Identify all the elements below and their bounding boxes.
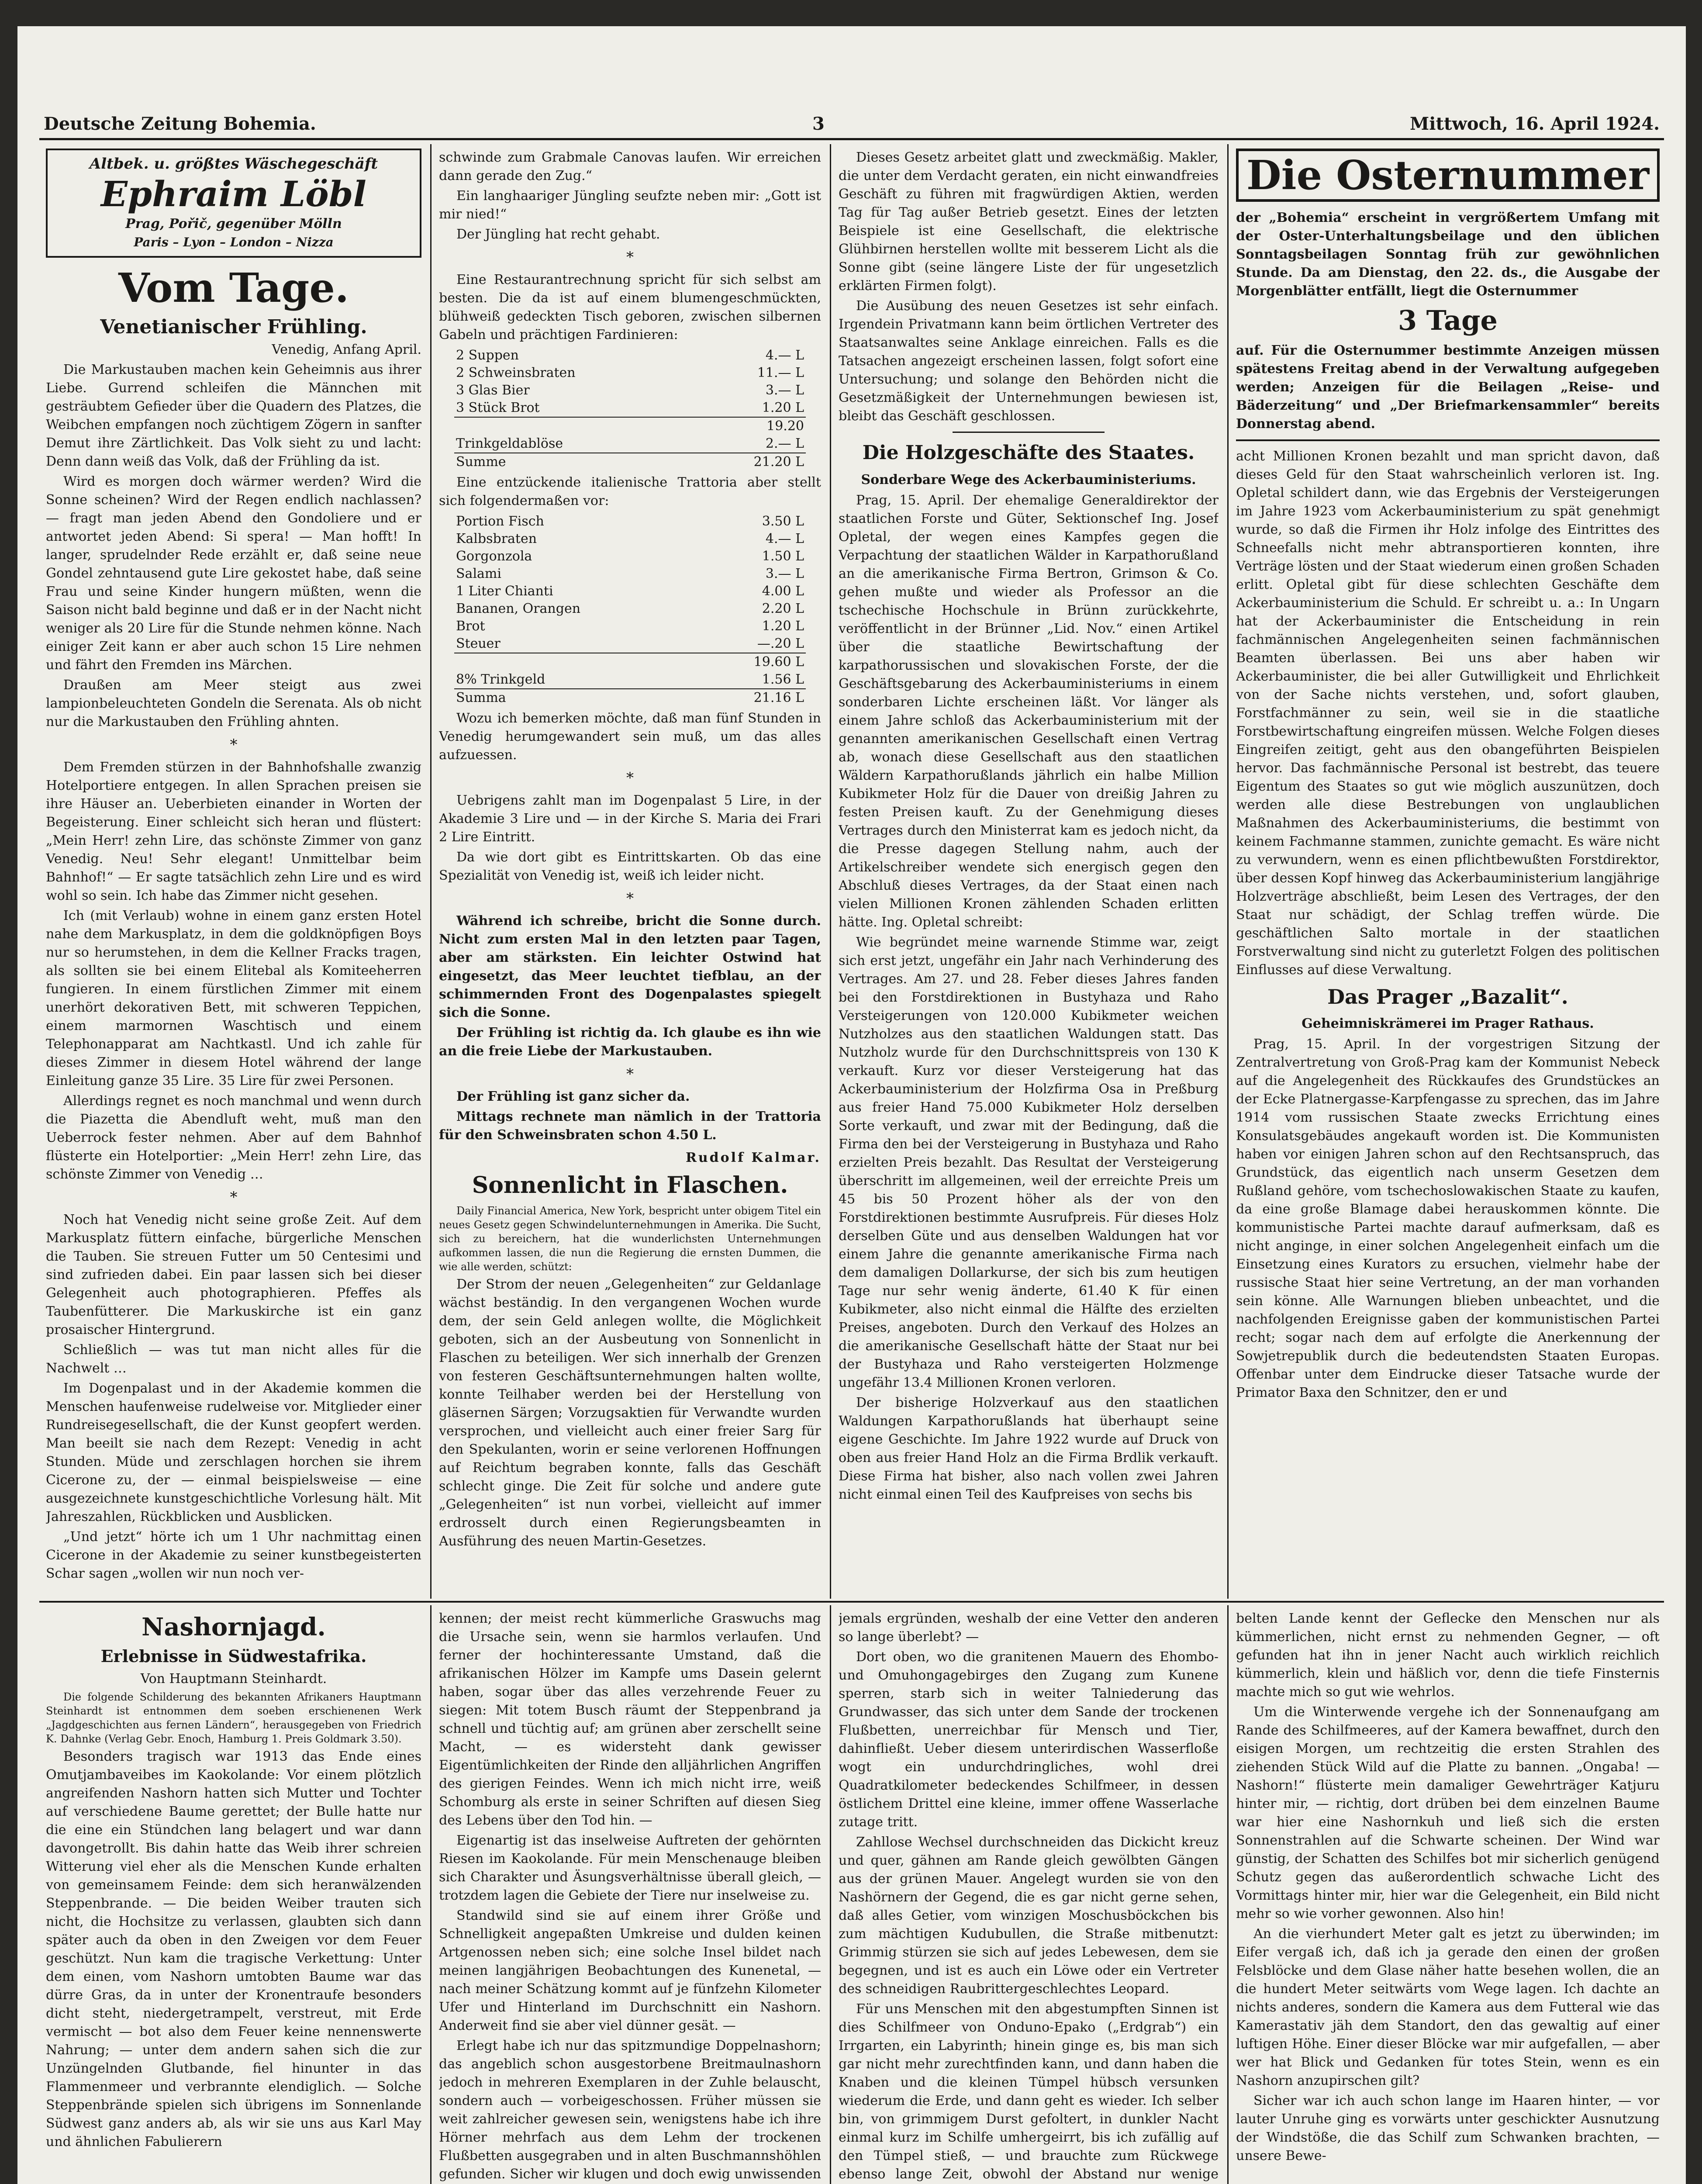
three-days-heading: 3 Tage	[1398, 304, 1498, 336]
bill-item: Gorgonzola	[456, 549, 532, 564]
article-title-bazalit: Das Prager „Bazalit“.	[1327, 985, 1568, 1009]
column-rule	[1227, 144, 1229, 1599]
column-rule	[830, 1605, 831, 2184]
paragraph: belten Lande kennt der Geflecke den Menschen nur als kümmerlichen, nicht ernst zu nehmenden Gegner, — oft gefunden hat ihn in jener Nacht auch wirklich reichlich kümmerlich, klein und häßlich vor, denn die tiefe Finsternis machte mich so gut wie wehrlos.	[1236, 1611, 1660, 1700]
bill-row	[454, 347, 806, 364]
paragraph: An die vierhundert Meter galt es jetzt zu überwinden; im Eifer vergaß ich, daß ich ja gerade den einen der großen Felsblöcke und dem Glase näher hatte besehen wollen, die an die hundert Meter seitwärts vom Wege lagen. Ich dachte an nichts anderes, sondern die Kamera aus dem Futteral wie das Kamerastativ jäh dem Standort, den das gewaltig auf einer luftigen Höhe. Einer dieser Blöcke war mir aufgefallen, — aber wer hat Blick und Gedanken für totes Stein, wenn es ein Nashorn anzupirschen gilt?	[1236, 1926, 1660, 2088]
bill-row	[454, 653, 806, 671]
paragraph: schwinde zum Grabmale Canovas laufen. Wir erreichen dann gerade den Zug.“	[439, 150, 821, 183]
author-signature: Rudolf Kalmar.	[685, 1150, 821, 1165]
separator-star: *	[626, 890, 634, 907]
bill-item: Brot	[456, 619, 485, 634]
bill-row	[454, 618, 806, 635]
paragraph: „Und jetzt“ hörte ich um 1 Uhr nachmittag einen Cicerone in der Akademie zu seiner kunstbegeisterten Schar sagen „wollen wir nun noch ver-	[46, 1529, 421, 1581]
bill-price: —.20 L	[757, 636, 804, 651]
bill-price: 19.20	[699, 417, 806, 435]
paragraph: acht Millionen Kronen bezahlt und man spricht davon, daß dieses Geld für den Staat wahrscheinlich verloren ist. Ing. Opletal schildert dann, wie das Ergebnis der Versteigerungen im Jahre 1923 vom Ackerbauministerium zu spät genehmigt wurde, so daß die Firmen ihr Holz infolge des Eintrittes des Schneefalls nicht mehr abtransportieren konnten, ihre Verträge lösten und der Staat wiederum einen großen Schaden erlitt. Opletal gibt für diese schlechten Geschäfte dem Ackerbauministerium die Schuld. Er schreibt u. a.: In Ungarn hat der Ackerbauminister die Entscheidung in rein fachmännischen Angelegenheiten seinen fachmännischen Beamten überlassen. Bei uns aber haben wir Ackerbauminister, die bei aller Gutwilligkeit und Ehrlichkeit von der Sache nichts verstehen, und, sofort glauben, Forstfachmänner zu sein, weil sie in die staatliche Forstbewirtschaftung eingreifen müssen. Welche Folgen dieses Eingreifen zeitigt, geht aus den obangeführten Beispielen hervor. Das fachmännische Personal ist bestrebt, das teuere Eigentum des Staates so gut wie möglich auszunützen, doch werden alle diese Bestrebungen von unglaublichen Maßnahmen des Ackerbauministeriums, die bestimmt von keinem Fachmanne stammen, zunichte gemacht. Es wäre nicht zu verwundern, wenn es einen pflichtbewußten Forstdirektor, über dessen Kopf hinweg das Ackerbauministerium langjährige Holzverträge abschließt, beim Lesen des Vertrages, der den Staat nur schädigt, der Schlag treffen würde. Die geschäftlichen Salto mortale in der staatlichen Forstverwaltung sind nicht zu guterletzt Folgen des politischen Einflusses auf diese Verwaltung.	[1236, 449, 1660, 978]
bill-row	[454, 689, 806, 707]
paragraph: Der Jüngling hat recht gehabt.	[456, 227, 660, 242]
bill-item: 3 Glas Bier	[456, 383, 530, 398]
header-left: Deutsche Zeitung Bohemia.	[44, 114, 316, 134]
bill-item: Summa	[454, 689, 702, 707]
paragraph: Uebrigens zahlt man im Dogenpalast 5 Lire, in der Akademie 3 Lire und — in der Kirche S. Maria dei Frari 2 Lire Eintritt.	[439, 793, 821, 845]
separator-star: *	[230, 1189, 238, 1206]
article-intro: Daily Financial America, New York, bespricht unter obigem Titel ein neues Gesetz gegen Schwindelunternehmungen in Amerika. Die Sucht, sich zu bereichern, hat die wunderlichsten Unternehmungen aufkommen lassen, die nun die Regierung die ernsten Dummen, die wie alle werden, schützt:	[439, 1205, 821, 1273]
bill-price: 3.— L	[765, 383, 804, 398]
bill-price: 2.20 L	[762, 601, 804, 616]
restaurant-bill-1	[454, 347, 806, 471]
bill-row	[454, 600, 806, 618]
bill-price: 2.— L	[765, 436, 804, 451]
ad-line-4: Paris – Lyon – London – Nizza	[134, 235, 334, 249]
bill-row	[454, 453, 806, 471]
bill-price: 11.— L	[757, 365, 804, 380]
paragraph: Zahllose Wechsel durchschneiden das Dickicht kreuz und quer, gähnen am Rande gleich gewölbten Gängen aus der grünen Mauer. Angelegt wurden sie von den Nashörnern der Gegend, die es gar nicht gerne sehen, daß alles Getier, vom winzigen Moschusböckchen bis zum mächtigen Kudubullen, die Straße mitbenutzt: Grimmig stürzen sie sich auf jedes Lebewesen, dem sie begegnen, und ist es auch ein Löwe oder ein Vertreter des schneidigen Raubrittergeschlechtes Leopard.	[839, 1835, 1219, 1997]
article-subtitle: Venetianischer Frühling.	[100, 316, 367, 338]
bill-row	[454, 364, 806, 382]
paragraph: Sicher war ich auch schon lange im Haaren hinter, — vor lauter Unruhe ging es vorwärts unter geschickter Ausnutzung der Windstöße, die das Schilf zum Schwanken brachten, — unsere Bewe-	[1236, 2093, 1660, 2163]
bill-item: Portion Fisch	[456, 514, 544, 529]
bill-price: 3.50 L	[762, 514, 804, 529]
paragraph: Erlegt habe ich nur das spitzmundige Doppelnashorn; das angeblich schon ausgestorbene Breitmaulnashorn jedoch in mehreren Exemplaren in der Zuhle belauscht, sondern auch — vorbeigeschossen. Früher müssen sie weit zahlreicher gewesen sein, wenigstens habe ich ihre Hörner mehrfach aus dem Lehm der trockenen Flußbetten ausgegraben und in alten Buschmannshöhlen gefunden. Sicher wir klugen und doch ewig unwissenden	[439, 2038, 821, 2182]
bill-price: 1.50 L	[762, 549, 804, 564]
paragraph: Die Markustauben machen kein Geheimnis aus ihrer Liebe. Gurrend schleifen die Männchen mit gesträubtem Gefieder über die Quadern des Platzes, die Weibchen empfangen noch züchtigem Zögern in sanfter Demut ihre Zärtlichkeit. Das Volk sieht zu und lacht: Denn dann weiß das Volk, daß der Frühling da ist.	[46, 362, 421, 469]
paragraph: Im Dogenpalast und in der Akademie kommen die Menschen haufenweise rudelweise vor. Mitglieder einer Rundreisegesellschaft, die der Kunst geopfert werden. Man beeilt sie nach dem Rezept: Venedig in acht Stunden. Müde und zerschlagen horchen sie ihrem Cicerone zu, der — einmal beispielsweise — eine ausgezeichnete kunstgeschichtliche Vorlesung hält. Mit Jahreszahlen, Rückblicken und Ausblicken.	[46, 1381, 421, 1524]
osternummer-banner: Die Osternummer	[1236, 149, 1660, 202]
paragraph: Prag, 15. April. Der ehemalige Generaldirektor der staatlichen Forste und Güter, Sektionschef Ing. Josef Opletal, der wegen eines Kampfes gegen die Verpachtung der staatlichen Wälder in Karpathorußland an die amerikanische Firma Bertron, Grimson & Co. gehen mußte und wieder als Professor an die tschechische Hochschule in Brünn zurückkehrte, veröffentlicht in der Brünner „Lid. Nov.“ einen Artikel über die staatliche Bewirtschaftung der karpathorussischen und slovakischen Forste, der die Geschäftsgebarung des Ackerbauministeriums in einem sonderbaren Lichte erscheinen läßt. Vor länger als einem Jahre schloß das Ackerbauministerium mit der genannten amerikanischen Gesellschaft einen Vertrag ab, wonach diese Gesellschaft aus den staatlichen Wäldern Karpathorußlands jährlich ein halbe Million Kubikmeter Holz für die Dauer von dreißig Jahren zu festen Preisen kauft. Zu der Genehmigung dieses Vertrages durch den Ministerrat kam es jedoch nicht, da die Presse dagegen Stellung nahm, auch der Artikelschreiber wendete sich energisch gegen den Abschluß dieses Vertrages, da der Staat einen nach vielen Millionen Kronen zählenden Schaden erlitten hätte. Ing. Opletal schreibt:	[839, 493, 1219, 930]
paragraph: Der Frühling ist richtig da. Ich glaube es ihn wie an die freie Liebe der Markustauben.	[439, 1025, 821, 1059]
bill-row	[454, 513, 806, 530]
separator-star: *	[230, 736, 238, 753]
paragraph: Prag, 15. April. In der vorgestrigen Sitzung der Zentralvertretung von Groß-Prag kam der Kommunist Nebeck auf die Angelegenheit des Rückkaufes des Grundstückes an der Ecke Platnergasse-Karpfengasse zu sprechen, das im Jahre 1914 vom russischen Staate zwecks Errichtung eines Konsulatsgebäudes angekauft worden ist. Die Kommunisten haben vor einigen Jahren schon auf den Rechtsanspruch, das Grundstück, das eigentlich nach unserm Gesetzen dem Rußland gehöre, vom tschechoslowakischen Staate zu kaufen, da eine große Blamage dabei herauskommen könnte. Die kommunistische Partei machte darauf aufmerksam, daß es nicht anginge, in einer solchen Angelegenheit einfach um die Einsetzung eines Kurators zu ersuchen, vielmehr habe der russische Staat hier seine Vertretung, an der man vorhanden sein könne. Alle Warnungen blieben unbeachtet, und die nachfolgenden Ereignisse gaben der kommunistischen Partei recht; sogar nach dem auf erfolgte die Anerkennung der Sowjetrepublik durch die bedeutendsten Staaten Europas. Offenbar unter dem Eindrucke dieser Tatsache wurde der Primator Baxa den Schnitzer, den er und	[1236, 1037, 1660, 1400]
nashorn-column-4	[1236, 1610, 1660, 2184]
bill-row	[454, 382, 806, 399]
column-2	[439, 149, 821, 1599]
paragraph: Für uns Menschen mit den abgestumpften Sinnen ist dies Schilfmeer von Onduno-Epako („Erdgrab“) ein Irrgarten, ein Labyrinth; hinein ginge es, bis man sich gar nicht mehr zurechtfinden kann, und dann haben die Knaben und die kleinen Tümpel hübsch versunken wiederum die Erde, und dann geht es wieder. Ich selber bin, von grimmigem Durst gefoltert, in dunkler Nacht einmal kurz im Schilfe umhergeirrt, bis ich zufällig auf den Tümpel stieß, — und brauchte zum Rückwege ebenso lange Zeit, obwohl der Abstand nur wenige	[839, 2001, 1219, 2182]
article-title-nashornjagd: Nashornjagd.	[142, 1613, 326, 1641]
ad-line-3: Prag, Pořič, gegenüber Mölln	[125, 216, 342, 232]
bill-row	[454, 635, 806, 653]
ad-line-1: Altbek. u. größtes Wäschegeschäft	[89, 155, 378, 173]
separator-star: *	[626, 249, 634, 266]
bill-price: 19.60 L	[702, 653, 806, 671]
paragraph: Ein langhaariger Jüngling seufzte neben mir: „Gott ist mir nied!“	[439, 188, 821, 222]
divider	[1236, 439, 1660, 441]
section-rule	[39, 1601, 1664, 1603]
bill-item: Summe	[454, 453, 699, 471]
paragraph: Eigenartig ist das inselweise Auftreten der gehörnten Riesen im Kaokolande. Für mein Menschenauge bleiben sich Charakter und Äsungsverhältnisse überall gleich, — trotzdem lagen die Gebiete der Tiere nur inselweise zu.	[439, 1833, 821, 1903]
paragraph: Allerdings regnet es noch manchmal und wenn durch die Piazetta die Abendluft weht, muß man den Ueberrock fester nehmen. Aber auf dem Bahnhof flüsterte ein Hotelportier: „Mein Herr! zehn Lire, das schönste Zimmer von Venedig …	[46, 1093, 421, 1182]
bill-item	[454, 653, 702, 671]
article-subtitle: Sonderbare Wege des Ackerbauministeriums.	[861, 472, 1196, 487]
bill-price: 1.56 L	[762, 672, 804, 687]
paragraph: Mittags rechnete man nämlich in der Trattoria für den Schweinsbraten schon 4.50 L.	[439, 1109, 821, 1143]
bill-item: Kalbsbraten	[456, 531, 537, 546]
restaurant-bill-2	[454, 513, 806, 707]
bill-price: 4.— L	[765, 531, 804, 546]
bill-row	[454, 399, 806, 417]
nashorn-column-3	[839, 1610, 1219, 2184]
article-title-holzgeschaefte: Die Holzgeschäfte des Staates.	[862, 442, 1195, 464]
paragraph: Die Ausübung des neuen Gesetzes ist sehr einfach. Irgendein Privatmann kann beim örtlichen Vertreter des Staatsanwaltes seine Anklage einreichen. Falls es die Tatsachen angezeigt erscheinen lassen, folgt sofort eine Untersuchung; und solange den Behörden nicht die Gesetzmäßigkeit der Unternehmungen bewiesen ist, bleibt das Geschäft geschlossen.	[839, 298, 1219, 424]
paragraph: Wird es morgen doch wärmer werden? Wird die Sonne scheinen? Wird der Regen endlich nachlassen? — fragt man jeden Abend den Gondoliere und er antwortet jeden Abend: Si spera! — Man hofft! In langer, sprudelnder Rede erzählt er, daß seine neue Gondel zehntausend gute Lire gekostet habe, daß seine Frau und seine Kinder hungern müßten, wenn die Saison nicht bald beginne und daß er in der Nacht nicht weniger als 20 Lire für die Stunde nehmen könne. Nach einiger Zeit kann er aber auch schon 15 Lire nehmen und fährt den Fremden ins Märchen.	[46, 474, 421, 673]
paragraph: Dort oben, wo die granitenen Mauern des Ehombo- und Omuhongagebirges den Zugang zum Kunene sperren, starb sich in weiter Talniederung das Grundwasser, das sich unter dem Sande der trockenen Flußbetten, unerreichbar für Mensch und Tier, dahinfließt. Ueber diesem unterirdischen Wasserfloße wogt ein undurchdringliches, wohl drei Quadratkilometer bedeckendes Schilfmeer, in dessen östlichem Drittel eine kleine, immer offene Wasserlache zutage tritt.	[839, 1649, 1219, 1830]
article-subtitle: Geheimniskrämerei im Prager Rathaus.	[1302, 1016, 1594, 1031]
advertisement-ephraim-loebl	[46, 149, 421, 258]
page-number: 3	[812, 114, 825, 134]
bill-row	[454, 417, 806, 435]
header-right: Mittwoch, 16. April 1924.	[1410, 114, 1660, 134]
column-rule	[430, 144, 432, 1599]
paragraph: Standwild sind sie auf einem ihrer Größe und Schnelligkeit angepaßten Umkreise und dulden keinen Artgenossen neben sich; eine solche Insel bildet nach meinen langjährigen Beobachtungen des Kunenetal, — nach meiner Schätzung kommt auf je fünfzehn Kilometer Ufer und Hinterland im Durchschnitt ein Nashorn. Anderweit find sie aber viel dünner gesät. —	[439, 1908, 821, 2033]
bill-price: 1.20 L	[762, 400, 804, 415]
bill-row	[454, 530, 806, 548]
column-rule	[830, 144, 831, 1599]
separator-star: *	[626, 1065, 634, 1083]
header-rule	[39, 138, 1664, 140]
paragraph: Besonders tragisch war 1913 das Ende eines Omutjambaveibes im Kaokolande: Vor einem plötzlich angreifenden Nashorn hatten sich Mutter und Tochter auf verschiedene Baume gerettet; der Bulle hatte nur die eine ein Stündchen lang belagert und war dann davongetrollt. Bis dahin hatte das Weib ihrer schreien Witterung viel eher als die Menschen Kunde erhalten von gemeinsamem Feinde: dem sich heranwälzenden Steppenbrande. — Die beiden Weiber trauten sich nicht, die Hochsitze zu verlassen, glaubten sich dann später auch da oben in den Zweigen vor dem Feuer geschützt. Nun kam die tragische Verkettung: Unter dem einen, vom Nashorn umtobten Baume war das dürre Gras, da in unter der Kronentraufe besonders dicht steht, niedergetrampelt, verstreut, mit Erde vermischt — bot also dem Feuer keine nennenswerte Nahrung; — unter dem andern sahen sich die zur Unzüngelnden Glutbande, fiel hinunter in das Flammenmeer und verbrannte elendiglich. — Solche Steppenbrände spielen sich übrigens im Sonnenlande Südwest ganz anders ab, als wir sie uns aus Karl May und ähnlichen Fabulierern	[46, 1749, 421, 2149]
column-rule	[1227, 1605, 1229, 2184]
bill-row	[454, 565, 806, 583]
bill-price: 21.20 L	[699, 453, 806, 471]
bill-item	[454, 417, 699, 435]
paragraph: Der Frühling ist ganz sicher da.	[456, 1089, 690, 1104]
paragraph: Schließlich — was tut man nicht alles für die Nachwelt …	[46, 1342, 421, 1376]
article-subtitle: Erlebnisse in Südwestafrika.	[100, 1646, 367, 1666]
paragraph: Noch hat Venedig nicht seine große Zeit. Auf dem Markusplatz füttern einfache, bürgerliche Menschen die Tauben. Sie streuen Futter um 50 Centesimi und sind zufrieden dabei. Ein paar lassen sich bei dieser Gelegenheit auch photographieren. Pfeffes als Taubenfütterer. Die Markuskirche ist ein ganz prosaischer Hintergrund.	[46, 1212, 421, 1337]
bill-row	[454, 548, 806, 565]
bill-item: 1 Liter Chianti	[456, 584, 553, 599]
bill-item: Steuer	[456, 636, 501, 651]
column-rule	[430, 1605, 432, 2184]
bill-row	[454, 583, 806, 600]
bill-item: 3 Stück Brot	[456, 400, 540, 415]
paragraph: Dem Fremden stürzen in der Bahnhofshalle zwanzig Hotelportiere entgegen. In allen Sprachen preisen sie ihre Häuser an. Ueberbieten einander in Worten der Begeisterung. Einer schleicht sich heran und flüstert: „Mein Herr! zehn Lire, das schönste Zimmer von ganz Venedig. Neu! Sehr elegant! Unmittelbar beim Bahnhof!“ — Er sagte tatsächlich zehn Lire und es wird wohl so sein. Ich habe das Zimmer nicht gesehen.	[46, 760, 421, 903]
bill-row	[454, 435, 806, 453]
paragraph: Der bisherige Holzverkauf aus den staatlichen Waldungen Karpathorußlands hat überhaupt seine eigene Geschichte. Im Jahre 1922 wurde auf Druck von oben aus freier Hand Holz an die Firma Brdlik verkauft. Diese Firma hat bisher, also nach vollen zwei Jahren nicht einmal einen Teil des Kaufpreises von sechs bis	[839, 1395, 1219, 1502]
separator-star: *	[626, 769, 634, 787]
article-intro: Die folgende Schilderung des bekannten Afrikaners Hauptmann Steinhardt ist entnommen dem soeben erschienenen Werk „Jagdgeschichten aus fernen Ländern“, herausgegeben von Friedrich K. Dahnke (Verlag Gebr. Enoch, Hamburg 1. Preis Goldmark 3.50).	[46, 1691, 421, 1745]
paragraph: Draußen am Meer steigt aus zwei lampionbeleuchteten Gondeln die Serenata. Als ob nicht nur die Markustauben den Frühling ahnten.	[46, 677, 421, 729]
paragraph: Während ich schreibe, bricht die Sonne durch. Nicht zum ersten Mal in den letzten paar Tagen, aber am stärksten. Ein leichter Ostwind hat eingesetzt, das Meer leuchtet tiefblau, an der schimmernden Front des Dogenpalastes spiegelt sich die Sonne.	[439, 913, 821, 1020]
column-1	[46, 149, 421, 1599]
paragraph: Um die Winterwende vergehe ich der Sonnenaufgang am Rande des Schilfmeeres, auf der Kamera bewaffnet, durch den eisigen Morgen, um rechtzeitig die ersten Strahlen des ziehenden Stück Wild auf die Platte zu bannen. „Ongaba! — Nashorn!“ flüsterte mein damaliger Gewehrträger Katjuru hinter mir, — richtig, dort drüben bei dem einzelnen Baume war hier eine Nashornkuh und ließ sich die ersten Sonnenstrahlen auf die Schwarte scheinen. Der Wind war günstig, der Schatten des Schilfes bot mir sicherlich genügend Schutz gegen das außerordentlich schwache Licht des Vormittags hinter mir, hier war die Gelegenheit, ein Bild nicht mehr so wie vorher gewonnen. Also hin!	[1236, 1704, 1660, 1921]
paragraph: kennen; der meist recht kümmerliche Graswuchs mag die Ursache sein, wenn sie harmlos verlaufen. Und ferner der hochinteressante Umstand, daß die afrikanischen Hölzer im Kampfe ums Dasein gelernt haben, sogar über das alles verzehrende Feuer zu siegen: Mit totem Busch räumt der Steppenbrand ja schnell und tüchtig auf; am grünen aber zerschellt seine Macht, — es widersteht dank gewisser Eigentümlichkeiten der Rinde den alljährlichen Angriffen des gierigen Feindes. Wenn ich mich nicht irre, weiß Schomburg als erste in seiner Schriften auf diesen Sieg des Lebens über den Tod hin. —	[439, 1611, 821, 1828]
column-4	[1236, 149, 1660, 1599]
nashorn-column-2	[439, 1610, 821, 2184]
paragraph: Der Strom der neuen „Gelegenheiten“ zur Geldanlage wächst beständig. In den vergangenen Wochen wurde dem, der sein Geld anlegen wollte, die Möglichkeit geboten, sich an der Ausbeutung von Sonnenlicht in Flaschen zu beteiligen. Wer sich innerhalb der Grenzen von festeren Geschäftsunternehmungen halten wollte, konnte Teilhaber werden bei der Herstellung von gläsernen Särgen; Vorzugsaktien für Verwandte wurden versprochen, und vielleicht auch einer freier Sarg für den Spekulanten, worin er seine verlorenen Hoffnungen auf Reichtum begraben konnte, falls das Geschäft schlecht ginge. Die Zeit für solche und andere gute „Gelegenheiten“ ist nun vorbei, vielleicht auf immer erdrosselt durch einen Regierungsbeamten in Ausführung des neuen Martin-Gesetzes.	[439, 1277, 821, 1549]
paragraph: jemals ergründen, weshalb der eine Vetter den anderen so lange überlebt? —	[839, 1611, 1219, 1645]
bill-item: 2 Schweinsbraten	[456, 365, 576, 380]
paragraph: Wie begründet meine warnende Stimme war, zeigt sich erst jetzt, ungefähr ein Jahr nach Verhinderung des Vertrages. Am 27. und 28. Feber dieses Jahres fanden bei den Forstdirektionen in Bustyhaza und Raho Versteigerungen von 120.000 Kubikmeter weichen Nutzholzes aus den staatlichen Waldungen statt. Das Nutzholz wurde für den Durchschnittspreis von 130 K verkauft. Kurz vor dieser Versteigerung hat das Ackerbauministerium der Holzfirma Osa in Preßburg aus freier Hand 75.000 Kubikmeter Holz derselben Sorte verkauft, und zwar mit der Bedingung, daß die Firma den bei der Versteigerung in Bustyhaza und Raho erzielten Preis bezahlt. Das Resultat der Versteigerung überschritt im allgemeinen, weil der erreichte Preis um 45 bis 50 Prozent höher als der von den Forstdirektionen bestimmte Ausrufpreis. Für dieses Holz derselben Güte und aus denselben Waldungen hat vor einem Jahre die genannte amerikanische Firma nach dem damaligen Dollarkurse, der sich bis zum heutigen Tage nur sehr wenig änderte, 61.40 K für einen Kubikmeter, also nicht einmal die Hälfte des erzielten Preises, angeboten. Durch den Verkauf des Holzes an die amerikanische Gesellschaft hätte der Staat nur bei der Bustyhaza und Raho versteigerten Holzmenge ungefähr 13.4 Millionen Kronen verloren.	[839, 935, 1219, 1390]
paragraph: Da wie dort gibt es Eintrittskarten. Ob das eine Spezialität von Venedig ist, weiß ich leider nicht.	[439, 850, 821, 883]
bill-item: 2 Suppen	[456, 348, 519, 363]
paragraph: Wozu ich bemerken möchte, daß man fünf Stunden in Venedig herumgewandert sein muß, um das alles aufzuessen.	[439, 711, 821, 763]
bill-item: Bananen, Orangen	[456, 601, 581, 616]
paragraph: der „Bohemia“ erscheint in vergrößertem Umfang mit der Oster-Unterhaltungsbeilage und den üblichen Sonntagsbeilagen Sonntag früh zur gewöhnlichen Stunde. Da am Dienstag, den 22. ds., die Ausgabe der Morgenblätter entfällt, liegt die Osternummer	[1236, 210, 1660, 299]
column-3	[839, 149, 1219, 1599]
bill-item: Trinkgeldablöse	[456, 436, 563, 451]
divider	[953, 432, 1105, 433]
bill-price: 21.16 L	[702, 689, 806, 707]
dateline: Venedig, Anfang April.	[272, 342, 421, 357]
bill-price: 4.00 L	[762, 584, 804, 599]
newspaper-page	[17, 26, 1686, 2184]
paragraph: Eine Restaurantrechnung spricht für sich selbst am besten. Die da ist auf einem blumengeschmückten, blühweiß gedeckten Tisch geboren, zwischen silbernen Gabeln und prächtigen Fardinieren:	[439, 272, 821, 342]
article-title-sonnenlicht: Sonnenlicht in Flaschen.	[472, 1172, 788, 1199]
bill-price: 3.— L	[765, 566, 804, 581]
bill-price: 4.— L	[765, 348, 804, 363]
article-title-vom-tage: Vom Tage.	[118, 264, 349, 311]
bill-price: 1.20 L	[762, 619, 804, 634]
bill-item: 8% Trinkgeld	[456, 672, 545, 687]
paragraph: auf. Für die Osternummer bestimmte Anzeigen müssen spätestens Freitag abend in der Verwaltung aufgegeben werden; Anzeigen für die Beilagen „Reise- und Bäderzeitung“ und „Der Briefmarkensammler“ bereits Donnerstag abend.	[1236, 343, 1660, 432]
author-line: Von Hauptmann Steinhardt.	[140, 1671, 327, 1686]
ad-name: Ephraim Löbl	[101, 173, 366, 214]
paragraph: Eine entzückende italienische Trattoria aber stellt sich folgendermaßen vor:	[439, 475, 821, 508]
bill-item: Salami	[456, 566, 501, 581]
bill-row	[454, 671, 806, 689]
paragraph: Dieses Gesetz arbeitet glatt und zweckmäßig. Makler, die unter dem Verdacht geraten, ein nicht einwandfreies Geschäft zu führen mit fragwürdigen Aktien, werden Tag für Tag außer Betrieb gesetzt. Eines der letzten Beispiele ist eine Gesellschaft, die elektrische Glühbirnen herstellen wollte mit besserem Licht als die Sonne gibt (seine längere Liste der für ungesetzlich erklärten Firmen folgt).	[839, 150, 1219, 294]
nashorn-column-1	[46, 1610, 421, 2184]
paragraph: Ich (mit Verlaub) wohne in einem ganz ersten Hotel nahe dem Markusplatz, in dem die goldknöpfigen Boys nur so herumstehen, in dem die Kellner Fracks tragen, als sollten sie bei einem Elitebal als Komiteeherren fungieren. In einem fürstlichen Zimmer mit einem unerhört dekorativen Bett, mit schweren Teppichen, einem marmornen Waschtisch und einem Telephonapparat am Nachtkastl. Und ich zahle für dieses Zimmer in diesem Hotel während der lange Einleitung ganze 35 Lire. 35 Lire für zwei Personen.	[46, 908, 421, 1089]
